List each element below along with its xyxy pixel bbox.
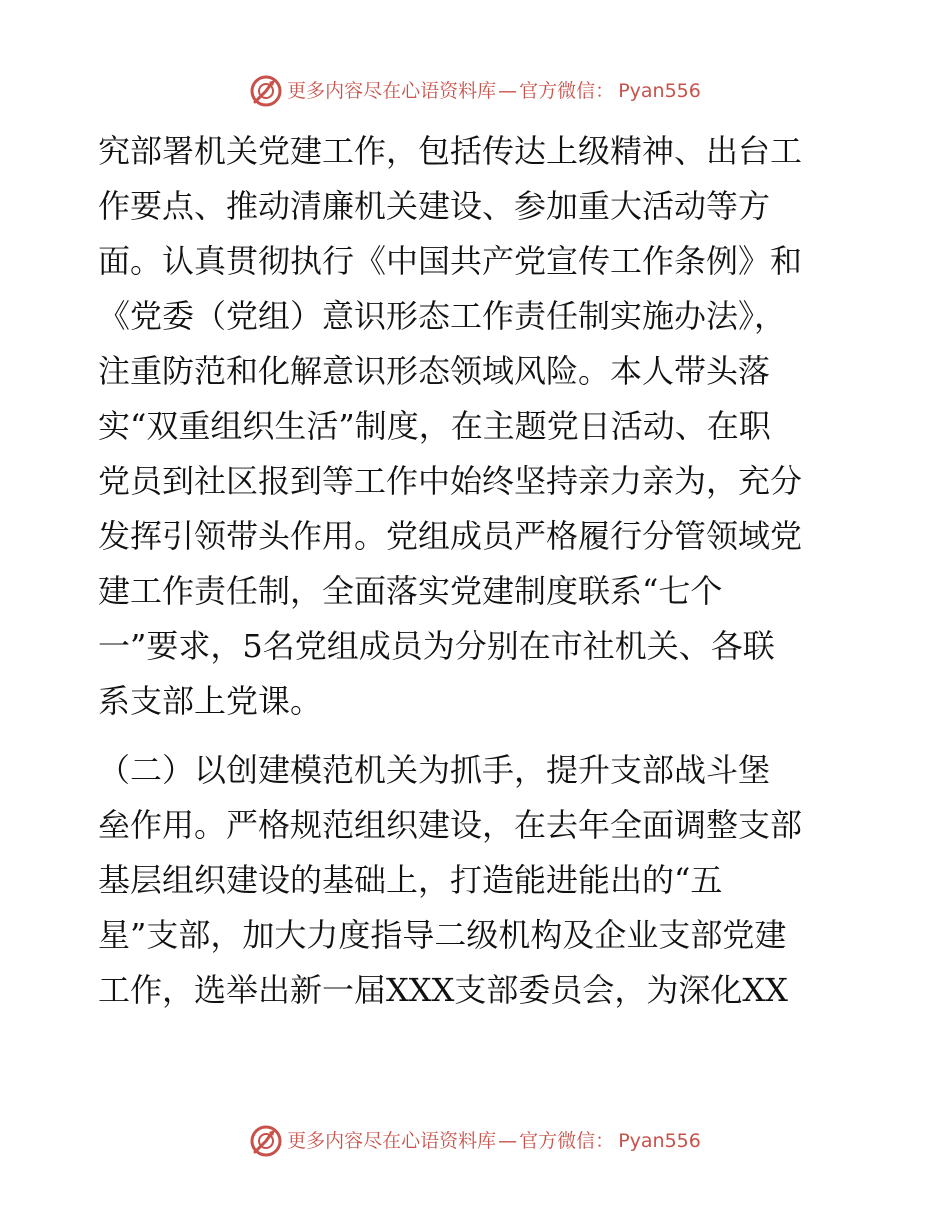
red-seal-logo-icon xyxy=(249,74,283,108)
watermark-wechat-label: 官方微信： xyxy=(519,1130,615,1152)
text-line: 实“双重组织生活”制度，在主题党日活动、在职 xyxy=(98,407,771,445)
watermark-dash: — xyxy=(498,1130,518,1152)
text-line: 注重防范和化解意识形态领域风险。本人带头落 xyxy=(98,352,771,390)
watermark-wechat-label: 官方微信： xyxy=(519,80,615,102)
paragraph-2 xyxy=(98,743,858,1018)
text-line: 《党委（党组）意识形态工作责任制实施办法》， xyxy=(98,297,787,335)
text-line: 建工作责任制，全面落实党建制度联系“七个 xyxy=(98,572,723,610)
watermark-wechat-id: Pyan556 xyxy=(618,80,701,102)
text-line: （二）以创建模范机关为抓手，提升支部战斗堡 xyxy=(98,751,771,789)
text-line: 作要点、推动清廉机关建设、参加重大活动等方 xyxy=(98,187,771,225)
footer-watermark xyxy=(0,1124,950,1158)
watermark-wechat-id: Pyan556 xyxy=(618,1130,701,1152)
document-body xyxy=(98,124,858,1018)
text-line: 系支部上党课。 xyxy=(98,682,323,720)
text-line: 究部署机关党建工作，包括传达上级精神、出台工 xyxy=(98,132,803,170)
text-line: 面。认真贯彻执行《中国共产党宣传工作条例》和 xyxy=(98,242,803,280)
text-line: 基层组织建设的基础上，打造能进能出的“五 xyxy=(98,861,723,899)
text-line: 星”支部，加大力度指导二级机构及企业支部党建 xyxy=(98,916,787,954)
header-watermark xyxy=(0,74,950,108)
text-line: 垒作用。严格规范组织建设，在去年全面调整支部 xyxy=(98,806,803,844)
paragraph-spacer xyxy=(98,729,858,743)
red-seal-logo-icon xyxy=(249,1124,283,1158)
watermark-main-text: 更多内容尽在心语资料库 xyxy=(287,1130,497,1152)
text-line: 一”要求，5名党组成员为分别在市社机关、各联 xyxy=(98,627,775,665)
text-line: 党员到社区报到等工作中始终坚持亲力亲为，充分 xyxy=(98,462,803,500)
paragraph-1 xyxy=(98,124,858,729)
text-line: 工作，选举出新一届XXX支部委员会，为深化XX xyxy=(98,971,788,1009)
text-line: 发挥引领带头作用。党组成员严格履行分管领域党 xyxy=(98,517,803,555)
watermark-main-text: 更多内容尽在心语资料库 xyxy=(287,80,497,102)
watermark-dash: — xyxy=(498,80,518,102)
